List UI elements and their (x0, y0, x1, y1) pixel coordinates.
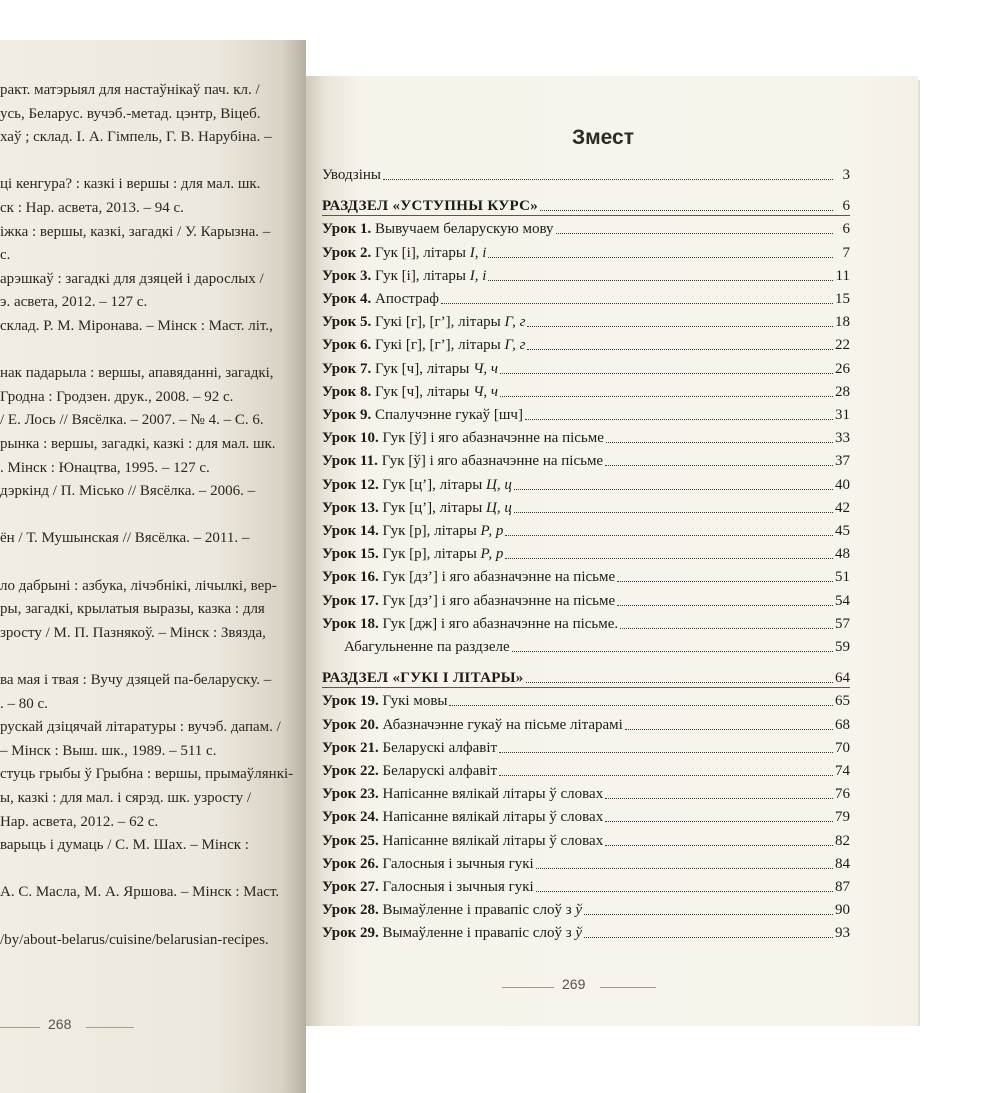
toc-entry-label (322, 568, 615, 586)
lesson-title: Гук [і], літары (371, 244, 470, 261)
toc-page-number: 31 (835, 407, 850, 423)
toc-page-number: 7 (842, 244, 850, 261)
lesson-number: Урок 18. (322, 615, 379, 632)
toc-page-number: 57 (835, 615, 850, 632)
dot-leader (605, 821, 833, 822)
bibliography-line: ры, загадкі, крылатыя выразы, казка : для (0, 601, 265, 618)
dot-leader (526, 682, 833, 683)
toc-entry-label (322, 832, 603, 850)
toc-page-number: 93 (835, 925, 850, 942)
toc-entry-label (322, 522, 503, 540)
toc-entry-label (322, 855, 534, 873)
bibliography-line: стуць грыбы ў Грыбна : вершы, прымаўлянкі- (0, 766, 294, 783)
toc-lesson (322, 356, 850, 378)
bibliography-line: ракт. матэрыял для настаўнікаў пач. кл. / (0, 82, 260, 98)
toc-lesson (322, 216, 850, 238)
toc-lesson (322, 874, 850, 896)
toc-section-2 (322, 665, 850, 687)
dot-leader (527, 326, 833, 327)
lesson-title: Вымаўленне і правапіс слоў з (378, 902, 576, 919)
toc-page-number: 28 (835, 383, 850, 400)
lesson-title: Гук [дж] і яго абазначэнне на пісьме. (378, 615, 619, 632)
toc-page-number: 48 (835, 546, 850, 563)
bibliography-line: ці кенгура? : казкі і вершы : для мал. шк. (0, 176, 261, 193)
dot-leader (449, 705, 833, 706)
lesson-number: Урок 6. (322, 337, 372, 354)
lesson-title: Гук [і], літары (371, 267, 470, 284)
bibliography-line: нак падарыла : вершы, апавяданні, загадкі, (0, 365, 274, 382)
bibliography-line: . – 80 с. (0, 695, 48, 712)
lesson-letters: Г, г (504, 337, 526, 354)
bibliography-line: усь, Беларус. вучэб.-метад. цэнтр, Віцеб. (0, 105, 261, 122)
lesson-number: Урок 11. (322, 453, 378, 470)
lesson-title: Гук [ў] і яго абазначэнне на пісьме (377, 453, 604, 470)
lesson-title: Напісанне вялікай літары ў словах (378, 809, 604, 826)
dot-leader (514, 489, 833, 490)
left-page-number: 268 (48, 1016, 72, 1032)
lesson-number: Урок 4. (322, 291, 372, 307)
toc-entry-label (322, 739, 497, 757)
lesson-title: Гук [ч], літары (371, 383, 474, 400)
bibliography-line: ло дабрыні : азбука, лічэбнікі, лічылкі, вер- (0, 577, 277, 594)
lesson-letters: ў (575, 925, 583, 942)
lesson-title: Гукі [г], [г’], літары (371, 337, 505, 354)
dot-leader (514, 512, 833, 513)
dot-leader (617, 581, 833, 582)
lesson-number: Урок 5. (322, 314, 372, 331)
toc-page-number: 82 (835, 832, 850, 849)
lesson-number: Урок 1. (322, 221, 372, 238)
toc-entry-label (322, 615, 618, 633)
bibliography-line: арэшкаў : загадкі для дзяцей і дарослых / (0, 270, 264, 287)
lesson-number: Урок 15. (322, 546, 379, 563)
toc-entry-label (322, 244, 486, 262)
lesson-number: Урок 14. (322, 523, 379, 539)
toc-lesson (322, 309, 850, 331)
toc-lesson (322, 240, 850, 262)
toc-entry-label (322, 924, 582, 942)
toc-entry-label (322, 878, 534, 896)
lesson-letters: Р, р (480, 546, 504, 563)
toc-page-number: 6 (842, 198, 850, 215)
toc-entry-label (322, 290, 439, 308)
dot-leader (536, 891, 833, 892)
toc-page-number: 22 (835, 337, 850, 354)
lesson-letters: Ц, ц (486, 499, 512, 516)
lesson-number: Урок 23. (322, 786, 379, 803)
toc-entry-label (322, 901, 582, 919)
toc-section-1 (322, 193, 850, 215)
bibliography-line: зросту / М. П. Пазнякоў. – Мінск : Звязда, (0, 624, 266, 641)
dot-leader (488, 257, 833, 258)
bibliography-line: . Мінск : Юнацтва, 1995. – 127 с. (0, 459, 210, 476)
lesson-title: Гукі [г], [г’], літары (371, 314, 505, 331)
toc-page-number: 68 (835, 716, 850, 733)
toc-page-number: 59 (835, 639, 850, 655)
bibliography-line: дэркінд / П. Місько // Вясёлка. – 2006. – (0, 483, 256, 500)
lesson-title: Абазначэнне гукаў на пісьме літарамі (378, 716, 623, 733)
lesson-title: Беларускі алфавіт (378, 763, 498, 779)
toc-page-number: 3 (842, 167, 850, 183)
dot-leader (605, 465, 833, 466)
toc-entry-label (322, 452, 603, 470)
lesson-letters: Ч, ч (473, 360, 499, 377)
toc-entry-label (322, 808, 603, 826)
toc-entry-label (322, 545, 503, 563)
lesson-letters: І, і (469, 267, 487, 284)
lesson-title: Гукі мовы (378, 693, 448, 710)
lesson-title: Гук [ў] і яго абазначэнне на пісьме (378, 430, 604, 447)
lesson-title: Гук [ц’], літары (378, 499, 487, 516)
dot-leader (525, 419, 833, 420)
bibliography-line: хаў ; склад. І. А. Гімпель, Г. В. Нарубіна. – (0, 129, 272, 146)
toc-lesson (322, 425, 850, 447)
toc-page-number: 33 (835, 430, 850, 447)
toc-lesson (322, 735, 850, 757)
toc-entry-label (322, 336, 525, 354)
toc-lesson-continuation (344, 634, 850, 656)
dot-leader (500, 373, 833, 374)
bibliography-line: ён / Т. Мушынская // Вясёлка. – 2011. – (0, 530, 250, 547)
toc-lesson (322, 263, 850, 285)
lesson-title: Напісанне вялікай літары ў словах (378, 786, 604, 803)
dot-leader (505, 535, 833, 536)
toc-page-number: 42 (835, 499, 850, 516)
lesson-title: Гук [дз’] і яго абазначэнне на пісьме (378, 569, 616, 586)
lesson-number: Урок 29. (322, 925, 379, 942)
bibliography-line: іжка : вершы, казкі, загадкі / У. Карызна. – (0, 223, 271, 240)
toc-entry-label (322, 383, 498, 401)
lesson-title: Гук [р], літары (378, 523, 481, 539)
bibliography-line: А. С. Масла, М. А. Яршова. – Мінск : Маст. (0, 884, 280, 901)
lesson-title: Галосныя і зычныя гукі (378, 855, 534, 872)
toc-entry-label (322, 762, 497, 780)
lesson-number: Урок 28. (322, 902, 379, 919)
dot-leader (625, 729, 833, 730)
bibliography-line: Нар. асвета, 2012. – 62 с. (0, 813, 159, 830)
toc-page-number: 15 (835, 291, 850, 307)
dot-leader (441, 303, 833, 304)
toc-page-number: 37 (835, 453, 850, 470)
bibliography-line: – Мінск : Выш. шк., 1989. – 511 с. (0, 742, 217, 759)
lesson-letters: Ц, ц (486, 476, 512, 493)
lesson-title: Гук [р], літары (378, 546, 481, 563)
toc-page-number: 65 (835, 693, 850, 710)
lesson-title: Гук [дз’] і яго абазначэнне на пісьме (378, 592, 616, 609)
lesson-number: Урок 24. (322, 809, 379, 826)
toc-page-number: 87 (835, 879, 850, 895)
lesson-number: Урок 19. (322, 693, 379, 710)
dot-leader (500, 396, 833, 397)
toc-lesson (322, 564, 850, 586)
toc-lesson (322, 611, 850, 633)
toc-lesson (322, 495, 850, 517)
right-footer-rule-left (502, 987, 554, 988)
toc-lesson (322, 688, 850, 710)
lesson-number: Урок 21. (322, 739, 379, 756)
toc-page-number: 11 (835, 267, 850, 284)
lesson-number: Урок 25. (322, 832, 379, 849)
left-footer-rule-right (86, 1027, 134, 1028)
lesson-number: Урок 9. (322, 407, 372, 423)
contents-title: Змест (571, 126, 635, 149)
toc-entry-label (322, 360, 498, 378)
lesson-letters: І, і (469, 244, 487, 261)
toc-page-number: 79 (835, 809, 850, 826)
toc-page-number: 51 (835, 569, 850, 586)
toc-page-number: 18 (835, 314, 850, 331)
bibliography-line: /by/about-belarus/cuisine/belarusian-recipes. (0, 931, 269, 948)
toc-page-number: 84 (835, 855, 850, 872)
dot-leader (383, 179, 833, 180)
lesson-number: Урок 10. (322, 430, 379, 447)
dot-leader (605, 798, 833, 799)
bibliography-line: ва мая і твая : Вучу дзяцей па-беларуску. – (0, 672, 272, 688)
bibliography-line: с. (0, 247, 11, 264)
dot-leader (499, 752, 833, 753)
right-footer-rule-right (600, 987, 656, 988)
dot-leader (620, 628, 833, 629)
toc-page-number: 6 (842, 221, 850, 238)
toc-entry-label (322, 267, 486, 285)
dot-leader (505, 558, 833, 559)
lesson-number: Урок 20. (322, 716, 379, 733)
toc-lesson (322, 920, 850, 942)
bibliography-line: / Е. Лось // Вясёлка. – 2007. – № 4. – С. 6. (0, 412, 264, 429)
lesson-letters: ў (575, 902, 583, 919)
lesson-title: Вывучаем беларускую мову (371, 221, 554, 238)
dot-leader (499, 775, 833, 776)
toc-lesson (322, 897, 850, 919)
toc-page-number: 70 (835, 739, 850, 756)
left-footer-rule-left (0, 1027, 40, 1028)
toc-page-number: 90 (835, 902, 850, 919)
bibliography-line: рускай дзіцячай літаратуры : вучэб. дапам. / (0, 719, 281, 736)
toc-lesson (322, 758, 850, 780)
toc-entry-label (322, 716, 623, 734)
lesson-number: Урок 27. (322, 879, 379, 895)
lesson-letters: Р, р (480, 523, 504, 539)
toc-lesson (322, 588, 850, 610)
toc-lesson (322, 402, 850, 424)
bibliography-line: рынка : вершы, загадкі, казкі : для мал. шк. (0, 436, 276, 452)
bibliography-line: э. асвета, 2012. – 127 с. (0, 294, 148, 311)
toc-entry-label (322, 406, 523, 424)
toc-page-number: 76 (835, 786, 850, 803)
lesson-title: Галосныя і зычныя гукі (378, 879, 534, 895)
lesson-number: Урок 3. (322, 267, 372, 284)
toc-lesson (322, 379, 850, 401)
toc-lesson (322, 781, 850, 803)
toc-lesson (322, 828, 850, 850)
dot-leader (488, 280, 833, 281)
lesson-number: Урок 22. (322, 763, 379, 779)
lesson-letters: Г, г (504, 314, 526, 331)
lesson-number: Урок 17. (322, 592, 379, 609)
right-page (306, 76, 918, 1026)
lesson-letters: Ч, ч (473, 383, 499, 400)
toc-page-number: 64 (835, 670, 850, 687)
toc-page-number: 54 (835, 592, 850, 609)
toc-intro (322, 162, 850, 184)
lesson-number: Урок 13. (322, 499, 379, 516)
bibliography-line: ск : Нар. асвета, 2013. – 94 с. (0, 200, 184, 216)
toc-lesson (322, 712, 850, 734)
dot-leader (617, 605, 833, 606)
toc-lesson (322, 448, 850, 470)
left-page (0, 40, 306, 1093)
dot-leader (584, 937, 833, 938)
toc-lesson (322, 541, 850, 563)
lesson-title: Гук [ц’], літары (378, 476, 487, 493)
lesson-title: Апостраф (371, 291, 440, 307)
lesson-title: Вымаўленне і правапіс слоў з (378, 925, 576, 942)
toc-lesson (322, 286, 850, 308)
lesson-number: Урок 16. (322, 569, 379, 586)
toc-lesson (322, 851, 850, 873)
dot-leader (606, 442, 833, 443)
lesson-continuation-text: Абагульненне па раздзеле (344, 639, 510, 655)
toc-entry-label (322, 592, 615, 610)
toc-entry-label: Уводзіны (322, 167, 381, 183)
section-title: РАЗДЗЕЛ «ГУКІ І ЛІТАРЫ» (322, 670, 524, 687)
lesson-number: Урок 12. (322, 476, 379, 493)
toc-page-number: 74 (835, 763, 850, 779)
dot-leader (605, 845, 833, 846)
bibliography-line: склад. Р. М. Міронава. – Мінск : Маст. літ., (0, 318, 273, 334)
dot-leader (556, 233, 833, 234)
dot-leader (540, 210, 833, 211)
toc-entry-label (322, 476, 512, 494)
dot-leader (512, 651, 833, 652)
toc-entry-label (322, 313, 525, 331)
section-title: РАЗДЗЕЛ «УСТУПНЫ КУРС» (322, 198, 539, 215)
toc-lesson (322, 332, 850, 354)
bibliography-line: варыць і думаць / С. М. Шах. – Мінск : (0, 837, 249, 854)
toc-entry-label (322, 692, 447, 710)
toc-entry-label (322, 429, 604, 447)
toc-entry-label (322, 220, 554, 238)
lesson-number: Урок 7. (322, 360, 372, 377)
toc-page-number: 45 (835, 523, 850, 539)
toc-lesson (322, 804, 850, 826)
lesson-title: Напісанне вялікай літары ў словах (378, 832, 604, 849)
lesson-number: Урок 2. (322, 244, 372, 261)
dot-leader (527, 349, 833, 350)
lesson-number: Урок 8. (322, 383, 372, 400)
toc-page-number: 40 (835, 476, 850, 493)
toc-lesson (322, 472, 850, 494)
toc-entry-label (322, 785, 603, 803)
lesson-title: Беларускі алфавіт (378, 739, 498, 756)
toc-page-number: 26 (835, 360, 850, 377)
lesson-number: Урок 26. (322, 855, 379, 872)
toc-lesson (322, 518, 850, 540)
dot-leader (536, 868, 833, 869)
bibliography-line: ы, казкі : для мал. і сярэд. шк. узросту / (0, 790, 251, 806)
lesson-title: Гук [ч], літары (371, 360, 474, 377)
toc-entry-label (322, 499, 512, 517)
bibliography-line: Гродна : Гродзен. друк., 2008. – 92 с. (0, 388, 234, 405)
dot-leader (584, 914, 833, 915)
right-page-number: 269 (562, 976, 586, 992)
lesson-title: Спалучэнне гукаў [шч] (371, 407, 523, 423)
